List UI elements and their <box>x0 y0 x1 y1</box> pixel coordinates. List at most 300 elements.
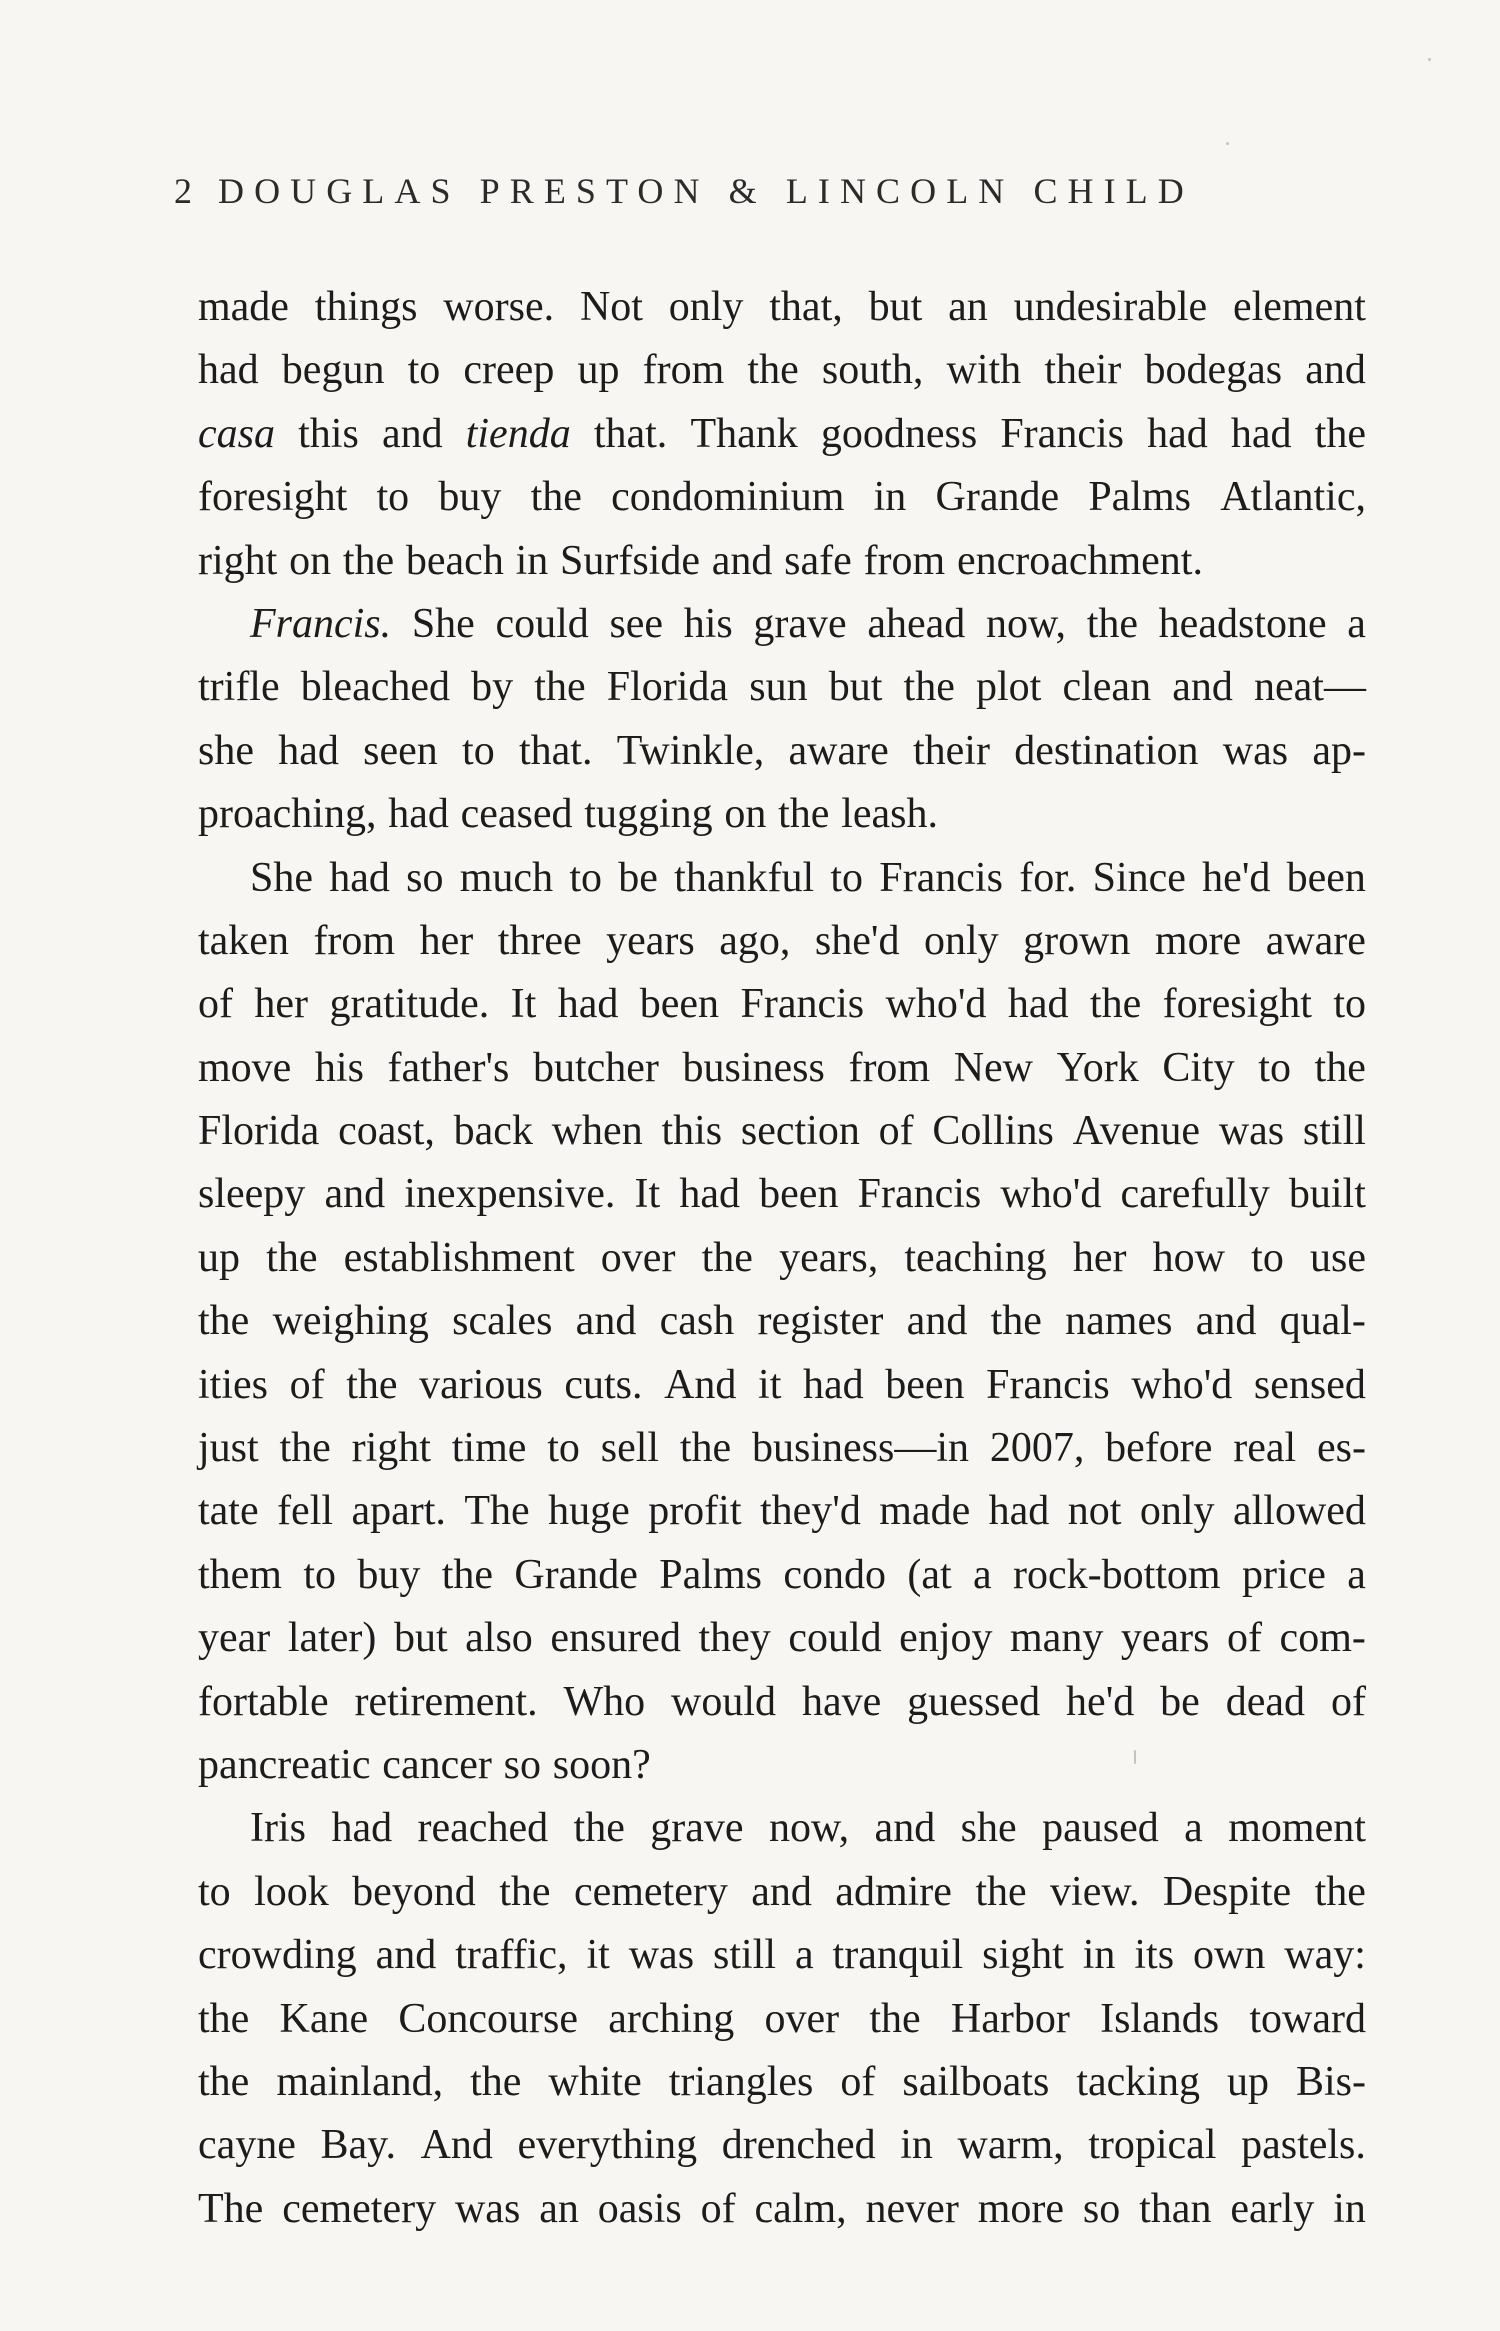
word: Thank <box>690 410 798 457</box>
word: The <box>464 1488 530 1535</box>
word: also <box>465 1615 533 1662</box>
word: her <box>254 981 309 1028</box>
word: over <box>600 1234 676 1281</box>
word: ensured <box>550 1615 681 1662</box>
word: Florida <box>606 664 729 711</box>
word: register <box>757 1298 884 1345</box>
word: by <box>471 664 514 711</box>
word: Francis <box>740 981 865 1028</box>
word: sight <box>982 1932 1064 1979</box>
word: to <box>569 854 602 901</box>
word: inexpensive. <box>404 1171 616 1218</box>
word: had <box>388 791 449 838</box>
word: Francis <box>986 1361 1110 1408</box>
word: in <box>900 2122 933 2169</box>
word: of <box>1330 1678 1366 1725</box>
word: warm, <box>957 2122 1064 2169</box>
word: pastels. <box>1241 2122 1366 2169</box>
word: on <box>289 537 332 584</box>
text-line <box>198 910 1366 973</box>
word: only <box>1139 1488 1215 1535</box>
word: real <box>1233 1425 1297 1472</box>
word: tranquil <box>832 1932 964 1979</box>
word: the <box>279 1425 331 1472</box>
word: buy <box>438 474 502 521</box>
word: She <box>411 600 475 647</box>
word: the <box>975 1868 1027 1915</box>
text-line <box>198 2114 1366 2177</box>
word: before <box>1105 1425 1213 1472</box>
word: now, <box>769 1805 850 1852</box>
word: a <box>972 1551 992 1598</box>
word: Twinkle, <box>616 727 765 774</box>
word: Not <box>579 284 643 330</box>
word: carefully <box>1120 1171 1270 1218</box>
word: ities <box>198 1361 268 1408</box>
word: had <box>557 981 619 1028</box>
word: grave <box>753 600 847 647</box>
text-line <box>198 1988 1366 2051</box>
word: creep <box>463 347 555 394</box>
word: and <box>1172 664 1233 711</box>
word: sleepy <box>198 1171 306 1218</box>
word: Concourse <box>398 1995 579 2042</box>
word: made <box>879 1488 971 1535</box>
word: cemetery <box>282 2185 437 2232</box>
scan-speck <box>1134 1750 1136 1764</box>
word: proaching, <box>198 791 377 838</box>
word: only <box>668 284 744 330</box>
text-line <box>198 1100 1366 1163</box>
word: still <box>1302 1108 1366 1155</box>
word: It <box>634 1171 661 1218</box>
word: in <box>1333 2185 1366 2232</box>
word: how <box>1152 1234 1225 1281</box>
word: who'd <box>1131 1361 1233 1408</box>
word: drenched <box>721 2122 876 2169</box>
word: an <box>948 284 988 330</box>
word: own <box>1192 1932 1266 1979</box>
word: and <box>1195 1298 1257 1345</box>
word: the <box>1314 410 1366 457</box>
word: price <box>1241 1551 1326 1598</box>
word: moment <box>1228 1805 1366 1852</box>
text-line <box>198 656 1366 719</box>
word: three <box>497 917 582 964</box>
word: ceased <box>460 791 573 838</box>
word: crowding <box>198 1932 357 1979</box>
text-line <box>198 1227 1366 1290</box>
word: bleached <box>300 664 451 711</box>
word: of <box>878 1108 914 1155</box>
word: sailboats <box>902 2058 1050 2105</box>
text-line <box>198 1671 1366 1734</box>
word: sensed <box>1253 1361 1366 1408</box>
word: a <box>1184 1805 1203 1852</box>
word: triangles <box>668 2058 814 2105</box>
word: this <box>661 1108 723 1155</box>
word: foresight <box>198 474 348 521</box>
word: than <box>1139 2185 1212 2232</box>
word: Since <box>1092 854 1186 901</box>
text-line <box>198 1607 1366 1670</box>
word: cuts. <box>564 1361 643 1408</box>
word: the <box>198 2058 250 2105</box>
word: so <box>1082 2185 1121 2232</box>
word: to <box>407 347 441 394</box>
word: had <box>679 1171 740 1218</box>
word: in <box>1082 1932 1116 1979</box>
word: the <box>441 1551 493 1598</box>
word: the <box>1086 600 1139 647</box>
word: the <box>470 2058 522 2105</box>
word: tate <box>198 1488 259 1535</box>
word: the <box>701 1234 753 1281</box>
word: 2007, <box>989 1425 1085 1472</box>
word: was <box>1222 727 1289 774</box>
word: could <box>495 600 589 647</box>
word: teaching <box>904 1234 1047 1281</box>
word: begun <box>281 347 385 394</box>
word: had <box>1230 410 1292 457</box>
word: never <box>865 2185 959 2232</box>
word: had <box>1007 981 1069 1028</box>
word: father's <box>387 1044 510 1091</box>
word: huge <box>548 1488 630 1535</box>
word: condominium <box>611 474 845 521</box>
word: they'd <box>759 1488 861 1535</box>
text-line <box>198 720 1366 783</box>
text-line <box>198 339 1366 402</box>
word: City <box>1162 1044 1235 1091</box>
word: had <box>802 1361 864 1408</box>
word: beach <box>405 537 504 584</box>
word: the <box>990 1298 1042 1345</box>
word: see <box>609 600 664 647</box>
word: undesirable <box>1013 284 1208 330</box>
word: that. <box>593 410 668 457</box>
word: so <box>503 1741 541 1788</box>
word: fell <box>277 1488 334 1535</box>
word: from <box>313 917 396 964</box>
word: early <box>1230 2185 1315 2232</box>
word: dead <box>1225 1678 1306 1725</box>
word: the <box>573 1805 625 1852</box>
word: could <box>788 1615 882 1662</box>
text-line <box>198 1861 1366 1924</box>
word: over <box>764 1995 840 2042</box>
word: Bay. <box>320 2122 396 2169</box>
word: the <box>1089 981 1142 1028</box>
word: cemetery <box>573 1868 728 1915</box>
word: scales <box>452 1298 553 1345</box>
text-line <box>198 2051 1366 2114</box>
running-head-title: DOUGLAS PRESTON & LINCOLN CHILD <box>218 171 1194 211</box>
word: that, <box>769 284 843 330</box>
word: been <box>639 981 720 1028</box>
word: years, <box>779 1234 879 1281</box>
word: but <box>393 1615 448 1662</box>
word: names <box>1065 1298 1173 1345</box>
word: Kane <box>279 1995 369 2042</box>
word: the <box>679 1425 732 1472</box>
word: just <box>198 1425 259 1472</box>
word: com- <box>1279 1615 1366 1662</box>
page-number: 2 <box>174 171 192 211</box>
word: her <box>419 917 474 964</box>
word: south, <box>821 347 924 394</box>
word: and <box>375 1932 437 1979</box>
word: Harbor <box>950 1995 1070 2042</box>
word: but <box>868 284 923 330</box>
word: beyond <box>352 1868 476 1915</box>
word: was <box>454 2185 521 2232</box>
word: had <box>331 1805 393 1852</box>
word: when <box>551 1108 643 1155</box>
word: to <box>303 1551 336 1598</box>
word: and <box>575 1298 637 1345</box>
word: not <box>1067 1488 1122 1535</box>
word: he'd <box>1066 1678 1135 1725</box>
text-line <box>198 403 1366 466</box>
word: sun <box>749 664 808 711</box>
word: calm, <box>754 2185 847 2232</box>
word: built <box>1288 1171 1366 1218</box>
word: them <box>198 1551 282 1598</box>
text-line <box>198 2178 1366 2241</box>
word: the <box>534 664 586 711</box>
word: aware <box>788 727 889 774</box>
word: to <box>462 727 495 774</box>
word: so <box>406 854 444 901</box>
word: tacking <box>1076 2058 1200 2105</box>
word: and <box>751 1868 812 1915</box>
word: back <box>453 1108 533 1155</box>
word: tropical <box>1088 2122 1217 2169</box>
word: in <box>515 537 549 584</box>
word: from <box>863 537 946 584</box>
word: clean <box>1062 664 1152 711</box>
word: fortable <box>198 1678 329 1725</box>
word: buy <box>357 1551 421 1598</box>
word: she <box>960 1805 1017 1852</box>
word: soon? <box>552 1741 651 1788</box>
word: and <box>381 410 443 457</box>
word: plot <box>975 664 1042 711</box>
word: And <box>420 2122 493 2169</box>
word: It <box>510 981 537 1028</box>
word: the <box>903 664 955 711</box>
word: leash. <box>841 791 938 838</box>
word: look <box>254 1868 329 1915</box>
word: The <box>198 2185 264 2232</box>
word: much <box>459 854 554 901</box>
word: Florida <box>198 1108 320 1155</box>
word: more <box>1154 917 1242 964</box>
word: many <box>1010 1615 1104 1662</box>
word: a <box>794 1932 814 1979</box>
word: retirement. <box>354 1678 538 1725</box>
word: Francis <box>879 854 1003 901</box>
word: coast, <box>338 1108 435 1155</box>
word: Islands <box>1100 1995 1220 2042</box>
word: a <box>1347 1551 1366 1598</box>
word: he'd <box>1202 854 1271 901</box>
word: been <box>885 1361 965 1408</box>
text-line <box>198 1544 1366 1607</box>
text-line <box>198 1354 1366 1417</box>
word: to <box>830 854 864 901</box>
word: York <box>1056 1044 1139 1091</box>
word: Palms <box>1088 474 1191 521</box>
word: ago, <box>719 917 791 964</box>
word: the <box>778 791 830 838</box>
word: more <box>977 2185 1064 2232</box>
word: up <box>198 1234 240 1281</box>
word: use <box>1310 1234 1366 1281</box>
word: her <box>1072 1234 1127 1281</box>
word: cancer <box>382 1741 492 1788</box>
word: pancreatic <box>198 1741 371 1788</box>
word: from <box>642 347 725 394</box>
word: and <box>711 537 773 584</box>
word: on <box>724 791 767 838</box>
word: up <box>577 347 620 394</box>
word: sell <box>600 1425 660 1472</box>
word: to <box>198 1868 231 1915</box>
word: headstone <box>1158 600 1327 647</box>
word: (at <box>907 1551 952 1598</box>
word: this <box>298 410 359 457</box>
word: neat— <box>1254 664 1366 711</box>
word: to <box>1333 981 1366 1028</box>
word: the <box>1314 1044 1366 1091</box>
word: Grande <box>935 474 1060 521</box>
word: was <box>1218 1108 1285 1155</box>
word: the <box>499 1868 551 1915</box>
word: Grande <box>514 1551 638 1598</box>
word: section <box>740 1108 860 1155</box>
word: bodegas <box>1144 347 1283 394</box>
word: Iris <box>250 1805 306 1852</box>
text-line <box>198 1734 1366 1797</box>
word: time <box>451 1425 527 1472</box>
word: been <box>759 1171 839 1218</box>
word: Palms <box>659 1551 762 1598</box>
word: and <box>874 1805 936 1852</box>
word: arching <box>608 1995 735 2042</box>
word: it <box>586 1932 610 1979</box>
word: up <box>1226 2058 1269 2105</box>
word: es- <box>1316 1425 1366 1472</box>
word: only <box>923 917 999 964</box>
text-line <box>198 1037 1366 1100</box>
word: and <box>1305 347 1366 394</box>
word: been <box>1286 854 1366 901</box>
word: allowed <box>1232 1488 1366 1535</box>
word: way: <box>1284 1932 1366 1979</box>
word: the <box>346 1361 398 1408</box>
word: rock-bottom <box>1012 1551 1221 1598</box>
word: his <box>683 600 733 647</box>
word: various <box>419 1361 543 1408</box>
word: and <box>906 1298 968 1345</box>
word: business—in <box>751 1425 969 1472</box>
word: business <box>682 1044 825 1091</box>
word: of <box>1227 1615 1263 1662</box>
body-text <box>198 276 1366 2241</box>
word: the <box>266 1234 318 1281</box>
word: Collins <box>932 1108 1054 1155</box>
text-line <box>198 1290 1366 1353</box>
word: later) <box>287 1615 377 1662</box>
text-line <box>198 276 1366 339</box>
word: his <box>314 1044 364 1091</box>
word: had <box>329 854 390 901</box>
word: Francis <box>857 1171 982 1218</box>
word: aware <box>1265 917 1366 964</box>
text-line <box>198 783 1366 846</box>
scan-speck <box>1226 142 1229 145</box>
word: of <box>289 1361 325 1408</box>
word: that. <box>518 727 593 774</box>
word: their <box>1044 347 1122 394</box>
word: establishment <box>343 1234 575 1281</box>
word: the <box>869 1995 921 2042</box>
word: gratitude. <box>329 981 490 1028</box>
word: profit <box>648 1488 742 1535</box>
word: worse. <box>443 284 555 330</box>
word: was <box>628 1932 695 1979</box>
text-line <box>198 1417 1366 1480</box>
word: toward <box>1249 1995 1366 2042</box>
text-line <box>198 1797 1366 1860</box>
word: but <box>828 664 883 711</box>
word: made <box>198 284 289 330</box>
word: their <box>913 727 990 774</box>
word: be <box>1160 1678 1200 1725</box>
word: who'd <box>1000 1171 1102 1218</box>
word: to <box>1258 1044 1291 1091</box>
word: to <box>376 474 410 521</box>
word: the <box>198 1995 250 2042</box>
word: mainland, <box>276 2058 444 2105</box>
word: it <box>758 1361 782 1408</box>
word: white <box>548 2058 642 2105</box>
word: destination <box>1014 727 1199 774</box>
word: they <box>698 1615 771 1662</box>
word: Atlantic, <box>1220 474 1366 521</box>
word: would <box>671 1678 777 1725</box>
word: the <box>342 537 395 584</box>
word: condo <box>783 1551 886 1598</box>
word: admire <box>835 1868 952 1915</box>
word: And <box>664 1361 737 1408</box>
scan-speck <box>1428 58 1431 61</box>
word: goodness <box>820 410 978 457</box>
word: encroachment. <box>956 537 1203 584</box>
word: of <box>840 2058 876 2105</box>
text-line <box>198 847 1366 910</box>
word: be <box>618 854 658 901</box>
word: Bis- <box>1295 2058 1366 2105</box>
word: the <box>198 1298 250 1345</box>
word: paused <box>1042 1805 1159 1852</box>
word: she'd <box>814 917 900 964</box>
word: element <box>1232 284 1366 330</box>
word: thankful <box>674 854 815 901</box>
word: years <box>1120 1615 1210 1662</box>
